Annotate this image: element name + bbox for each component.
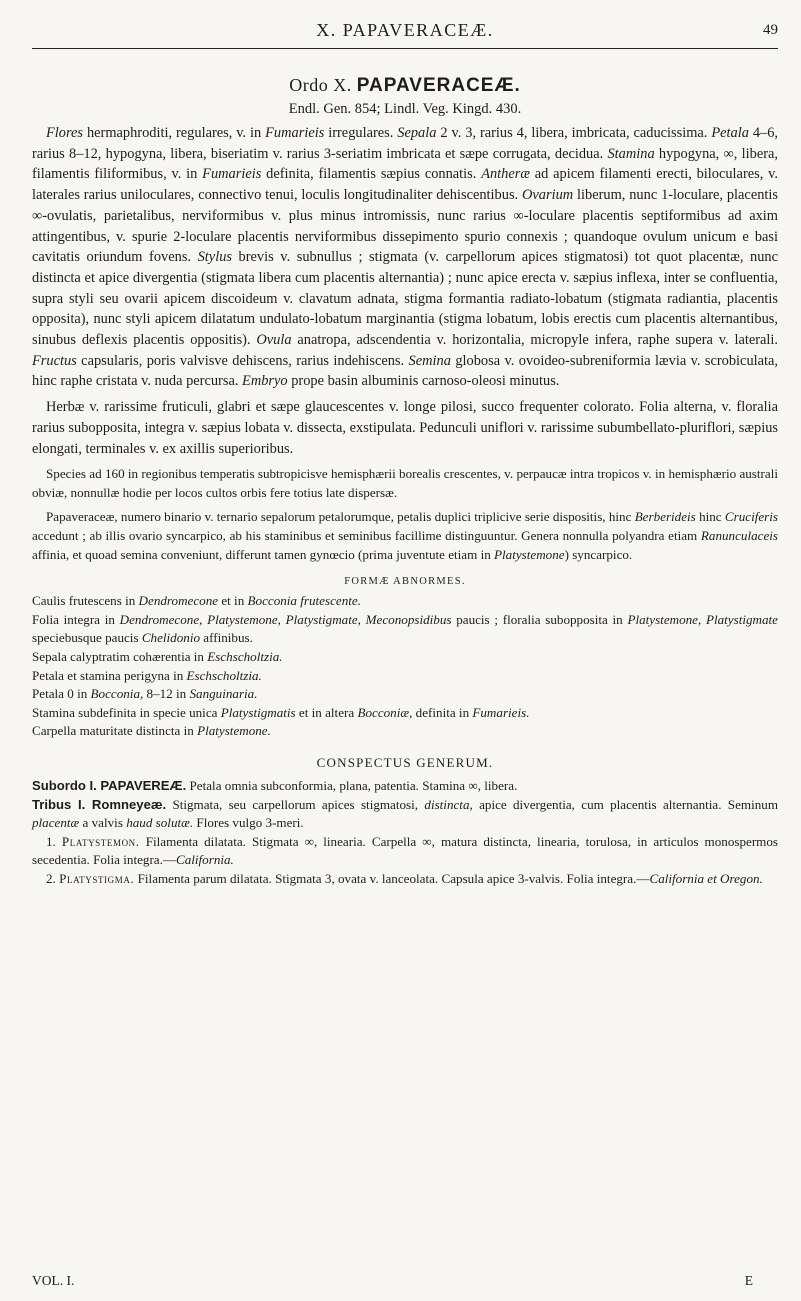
text-run: capsularis, poris valvisve dehiscens, rarius indehiscens. xyxy=(76,352,409,369)
text-run: Platystemone xyxy=(494,546,565,562)
abnormis-item xyxy=(32,592,778,611)
order-heading xyxy=(32,75,778,97)
text-run: Chelidonio xyxy=(141,630,201,646)
text-run: Berberideis xyxy=(634,509,696,525)
text-run: irregulares. xyxy=(324,125,398,141)
signature-mark: E xyxy=(744,1273,753,1288)
text-run: Platystemone, Platystigmate xyxy=(627,611,778,627)
text-run: Bocconiæ, xyxy=(357,704,413,720)
text-run: Stigmata, seu carpellorum apices stigmatosi, xyxy=(166,796,425,812)
abnormes-heading: FORMÆ ABNORMES. xyxy=(344,576,466,588)
text-run: Platystigma. xyxy=(59,870,135,886)
text-run: hermaphroditi, regulares, v. in xyxy=(83,125,266,141)
text-run: speciebusque paucis xyxy=(32,630,142,646)
text-run: Fumarieis xyxy=(202,166,262,183)
family-name: PAPAVERACEÆ. xyxy=(356,75,521,96)
page-number: 49 xyxy=(763,22,778,38)
conspectus-heading: CONSPECTUS GENERUM. xyxy=(316,754,494,770)
abnormis-item xyxy=(32,667,778,686)
text-run: brevis v. subnullus ; stigmata (v. carpellorum apices stigmatosi) tot quot placentæ, nunc distincta et apice divergentia (stigmata libera cum placentis alternantia) ; nunc apice erecta v. sæpius inflexa, inter se confluentia, supra styli seu ovarii apicem discoideum v. clavatum adnata, stigma formantia radiato-lobatum (stigmata radiantia, placentis opposita), nunc styli apicem dilatatum undulato-lobatum marginantia (stigma lobatum, lobis erectis cum placentis alternantibus, sinubus deflexis placentis oppositis). xyxy=(32,249,778,349)
note-distribution xyxy=(32,465,778,502)
text-run: a valvis xyxy=(79,815,127,831)
text-run: Fumarieis xyxy=(265,125,325,141)
order-prefix: Ordo X. xyxy=(289,75,352,95)
abnormis-item xyxy=(32,611,778,648)
text-run: Antheræ xyxy=(481,166,530,183)
description-flowers xyxy=(32,123,778,392)
text-run: Flores xyxy=(46,125,84,141)
text-run: Species ad 160 in regionibus temperatis subtropicisve hemisphærii borealis crescentes, v. perpaucæ intra tropicos v. in hemisphærio australi obviæ, nonnullæ hodie per locos cultos orbis fere totius late dispersæ. xyxy=(32,466,778,500)
abnormis-item xyxy=(32,704,778,723)
text-run: Tribus I. Romneyeæ. xyxy=(32,796,167,812)
text-run: Fructus xyxy=(32,352,77,369)
text-run: Sepala xyxy=(397,125,437,141)
text-run: Dendromecone, Platystemone, Platystigmate, Meconopsidibus xyxy=(119,611,452,627)
text-run: 4–6, rarius 8–12, hypogyna, libera, biseriatim v. rarius 3-seriatim imbricata et sæpe corrugata, decidua. xyxy=(32,125,779,162)
text-run: paucis ; floralia subopposita in xyxy=(451,611,628,627)
text-run: Semina xyxy=(408,352,451,369)
text-run: Bocconia frutescente. xyxy=(247,593,361,609)
note-affinities xyxy=(32,508,778,564)
text-run: anatropa, adscendentia v. horizontalia, micropyle infera, raphe supera v. laterali. xyxy=(291,332,778,349)
text-run: 8–12 in xyxy=(143,686,190,702)
text-run: 1. xyxy=(46,833,62,849)
text-run: hinc xyxy=(695,509,725,525)
text-run: liberum, nunc 1-loculare, placentis ∞-ovulatis, parietalibus, nerviformibus v. plus minus intromissis, nunc rarius ∞-loculare placentis septiformibus ad axim attingentibus, v. spurie 2-loculare placentis nerviformibus dissepimento spurio connexis ; quandoque ovulum unicum e basi cavitatis oriundum fovens. xyxy=(32,187,778,266)
text-run: definita in xyxy=(412,704,473,720)
text-run: Fumarieis. xyxy=(472,704,530,720)
abnormis-item xyxy=(32,722,778,741)
description-habit xyxy=(32,397,778,459)
abnormis-item xyxy=(32,685,778,704)
text-run: Filamenta parum dilatata. Stigmata 3, ovata v. lanceolata. Capsula apice 3-valvis. Folia integra.— xyxy=(134,870,650,886)
text-run: et in altera xyxy=(295,704,358,720)
text-run: Papaveraceæ, numero binario v. ternario sepalorum petalorumque, petalis duplici triplicive serie dispositis, hinc xyxy=(46,509,635,525)
text-run: Sanguinaria. xyxy=(189,686,258,702)
text-run: 2. xyxy=(46,870,60,886)
running-title: X. PAPAVERACEÆ. xyxy=(316,20,494,40)
abnormis-item xyxy=(32,648,778,667)
tribus-entry xyxy=(32,796,778,833)
running-head xyxy=(32,0,778,44)
text-run: Caulis frutescens in xyxy=(32,593,139,609)
text-run: Sepala calyptratim cohærentia in xyxy=(32,649,208,664)
text-run: distincta, xyxy=(424,796,473,812)
text-run: Filamenta dilatata. Stigmata ∞, linearia. Carpella ∞, matura distincta, linearia, torulosa, in articulos monospermos secedentia. Folia integra.— xyxy=(32,833,779,868)
text-run: Petala 0 in xyxy=(32,686,91,702)
text-run: California. xyxy=(175,852,234,868)
subordo-entry xyxy=(32,777,778,796)
genus-entry-platystemon xyxy=(32,833,778,870)
literature-references: Endl. Gen. 854; Lindl. Veg. Kingd. 430. xyxy=(288,101,522,117)
text-run: Petala et stamina perigyna in xyxy=(32,667,187,683)
text-run: Cruciferis xyxy=(724,509,778,525)
genus-entry-platystigma xyxy=(32,870,778,889)
text-run: Ovula xyxy=(256,332,292,349)
text-run: Platystemone. xyxy=(197,723,271,739)
text-run: hypogyna, ∞, libera, filamentis filiformibus, v. in xyxy=(32,145,778,183)
text-run: Stamina xyxy=(607,145,655,162)
text-run: Folia integra in xyxy=(32,611,120,627)
text-run: Herbæ v. rarissime fruticuli, glabri et sæpe glaucescentes v. longe pilosi, succo frequenter colorato. Folia alterna, v. floralia rarius subopposita, integra v. sæpius lobata v. dissecta, exstipulata. Pedunculi uniflori v. rarissime subumbellato-pluriflori, sæpius elongati, terminales v. ex axillis superioribus. xyxy=(32,399,778,457)
text-run: Eschscholtzia. xyxy=(186,667,262,683)
text-run: accedunt ; ab illis ovario syncarpico, ab his staminibus et seminibus facillime distinguuntur. Genera nonnulla polyandra etiam xyxy=(32,528,701,544)
text-run: globosa v. ovoideo-subreniformia lævia v. scrobiculata, hinc raphe cristata v. nuda percursa. xyxy=(32,352,779,390)
text-run: Eschscholtzia. xyxy=(207,649,283,664)
text-run: Platystemon. xyxy=(61,833,140,849)
volume-label: VOL. I. xyxy=(32,1273,75,1288)
text-run: et in xyxy=(218,593,248,609)
text-run: Stylus xyxy=(197,249,232,266)
text-run: Ovarium xyxy=(522,187,574,204)
text-run: Ranunculaceis xyxy=(700,528,778,544)
text-run: Flores vulgo 3-meri. xyxy=(193,815,304,831)
text-run: Subordo I. PAPAVEREÆ. xyxy=(32,777,187,793)
header-rule xyxy=(32,48,778,49)
text-run: Bocconia, xyxy=(90,686,144,702)
text-run: ad apicem filamenti erecti, biloculares, v. laterales rarius uniloculares, connectivo tenui, loculis longitudinaliter dehiscentibus. xyxy=(32,166,778,204)
text-run: Stamina subdefinita in specie unica xyxy=(32,704,221,720)
text-run: Embryo xyxy=(242,373,288,390)
text-run: affinibus. xyxy=(200,630,253,646)
text-run: California et Oregon. xyxy=(649,870,763,886)
text-run: prope basin albuminis carnoso-oleosi minutus. xyxy=(287,373,560,390)
text-run: ) syncarpico. xyxy=(564,546,633,562)
text-run: placentæ xyxy=(32,815,80,831)
text-run: affinia, et quoad semina conveniunt, differunt tamen gynœcio (prima juventute etiam in xyxy=(32,546,495,562)
text-run: apice divergentia, cum placentis alternantia. Seminum xyxy=(472,796,779,812)
text-run: haud solutæ. xyxy=(126,815,194,831)
text-run: definita, filamentis sæpius connatis. xyxy=(261,166,482,183)
text-run: Carpella maturitate distincta in xyxy=(32,723,198,739)
text-run: Petala xyxy=(711,125,749,141)
text-run: Petala omnia subconformia, plana, patentia. Stamina ∞, libera. xyxy=(186,777,518,793)
text-run: Dendromecone xyxy=(138,593,219,609)
text-run: Platystigmatis xyxy=(220,704,296,720)
text-run: 2 v. 3, rarius 4, libera, imbricata, caducissima. xyxy=(436,125,712,141)
